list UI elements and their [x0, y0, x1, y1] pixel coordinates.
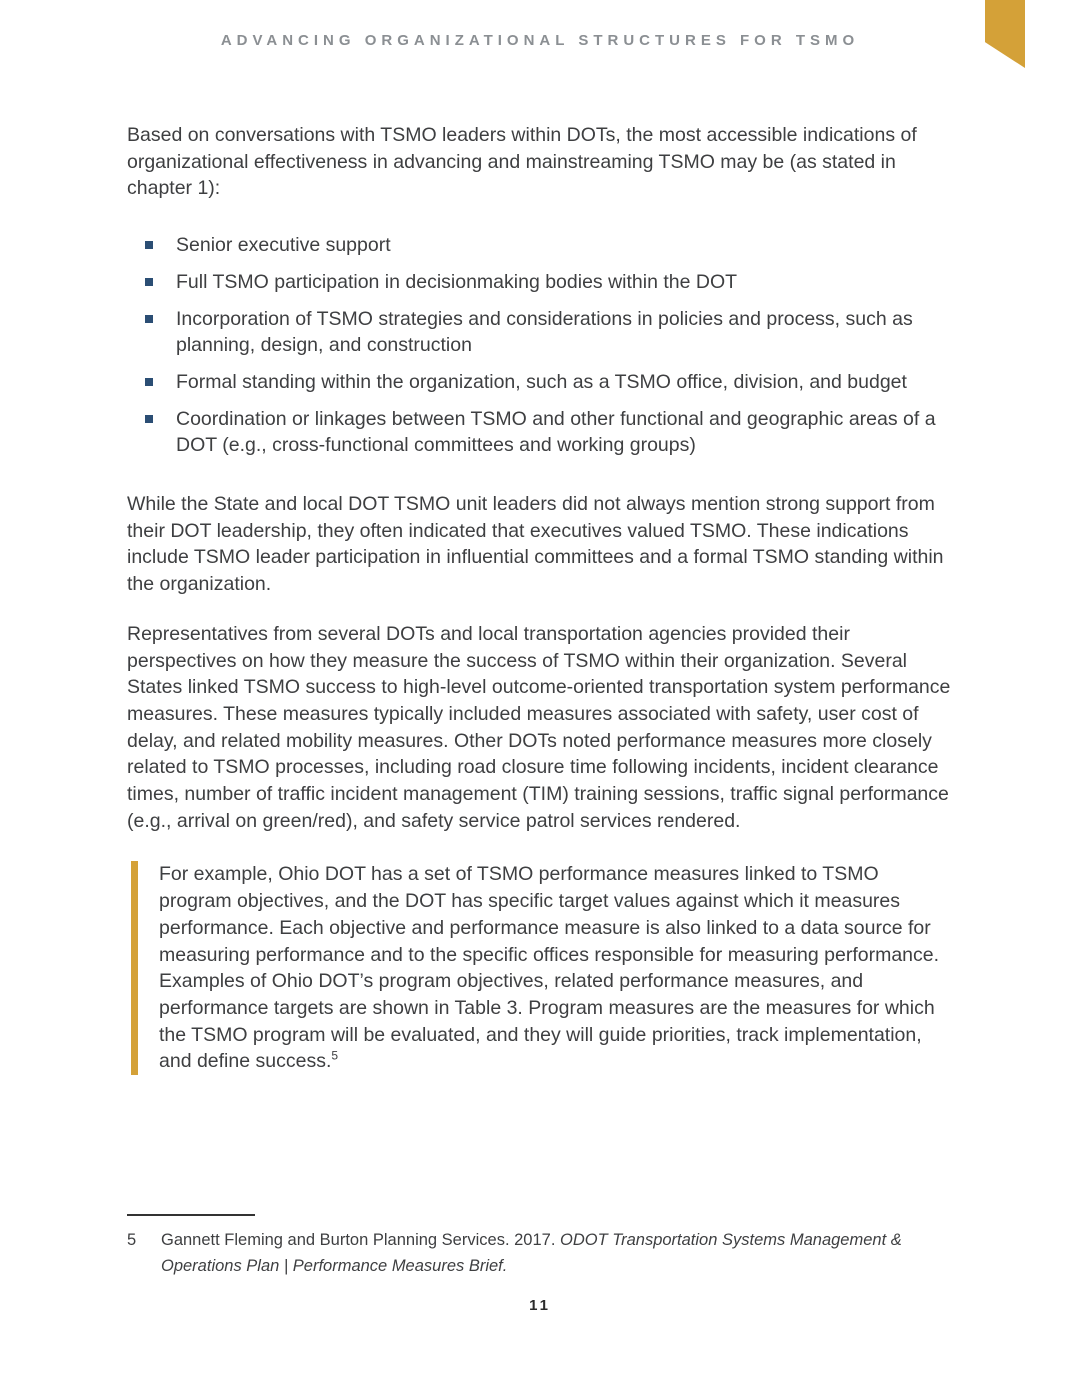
page-header-title: ADVANCING ORGANIZATIONAL STRUCTURES FOR TSMO [220, 32, 860, 49]
list-item-text: Formal standing within the organization, such as a TSMO office, division, and budget [176, 370, 907, 393]
list-item [127, 369, 955, 396]
footnote-citation-regular: Gannett Fleming and Burton Planning Services. 2017. [161, 1231, 560, 1249]
paragraph-intro: Based on conversations with TSMO leaders within DOTs, the most accessible indications of organizational effectiveness in advancing and mainstreaming TSMO may be (as stated in chapter 1): [127, 124, 917, 200]
square-bullet-icon [145, 378, 153, 386]
list-item [127, 269, 955, 296]
indications-bullet-list [127, 232, 955, 459]
footnote-divider [127, 1214, 255, 1216]
footnote-number: 5 [127, 1231, 137, 1249]
list-item-text: Senior executive support [176, 234, 391, 257]
paragraph-leadership-support: While the State and local DOT TSMO unit leaders did not always mention strong support from their DOT leadership, they often indicated that executives valued TSMO. These indications include TSMO leader participation in influential committees and a formal TSMO standing within the organization. [127, 493, 944, 596]
ohio-dot-callout [131, 861, 955, 1075]
list-item-text: Incorporation of TSMO strategies and considerations in policies and process, such as planning, design, and construction [176, 307, 913, 357]
callout-body-text: For example, Ohio DOT has a set of TSMO performance measures linked to TSMO program objectives, and the DOT has specific target values against which it measures performance. Each objective and performance measure is also linked to a data source for measuring performance and to the specific offices responsible for measuring performance. Examples of Ohio DOT’s program objectives, related performance measures, and performance targets are shown in Table 3. Program measures are the measures for which the TSMO program will be evaluated, and they will guide priorities, track implementation, and define success. [159, 863, 940, 1073]
square-bullet-icon [145, 241, 153, 249]
footnote-reference-5: 5 [331, 1048, 339, 1063]
bookmark-ribbon-icon [985, 0, 1025, 68]
square-bullet-icon [145, 315, 153, 323]
list-item-text: Full TSMO participation in decisionmaking bodies within the DOT [176, 270, 738, 293]
square-bullet-icon [145, 415, 153, 423]
footnote-citation-title: ODOT Transportation Systems Management & Operations Plan | Performance Measures Brief. [161, 1231, 902, 1276]
footnote-citation [161, 1227, 959, 1280]
page-number: 11 [529, 1297, 551, 1314]
list-item-text: Coordination or linkages between TSMO and other functional and geographic areas of a DOT (e.g., cross-functional committees and working groups) [176, 407, 936, 457]
list-item [127, 406, 955, 459]
square-bullet-icon [145, 278, 153, 286]
callout-text [159, 861, 955, 1075]
list-item [127, 232, 955, 259]
paragraph-performance-measures: Representatives from several DOTs and local transportation agencies provided their perspectives on how they measure the success of TSMO within their organization. Several States linked TSMO success to high-level outcome-oriented transportation system performance measures. These measures typically included measures associated with safety, user cost of delay, and related mobility measures. Other DOTs noted performance measures more closely related to TSMO processes, including road closure time following incidents, incident clearance times, number of traffic incident management (TIM) training sessions, traffic signal performance (e.g., arrival on green/red), and safety service patrol services rendered. [127, 622, 951, 832]
footnote-section [127, 1214, 959, 1280]
main-content [127, 122, 955, 1075]
footnote-entry [127, 1227, 959, 1280]
list-item [127, 306, 955, 359]
